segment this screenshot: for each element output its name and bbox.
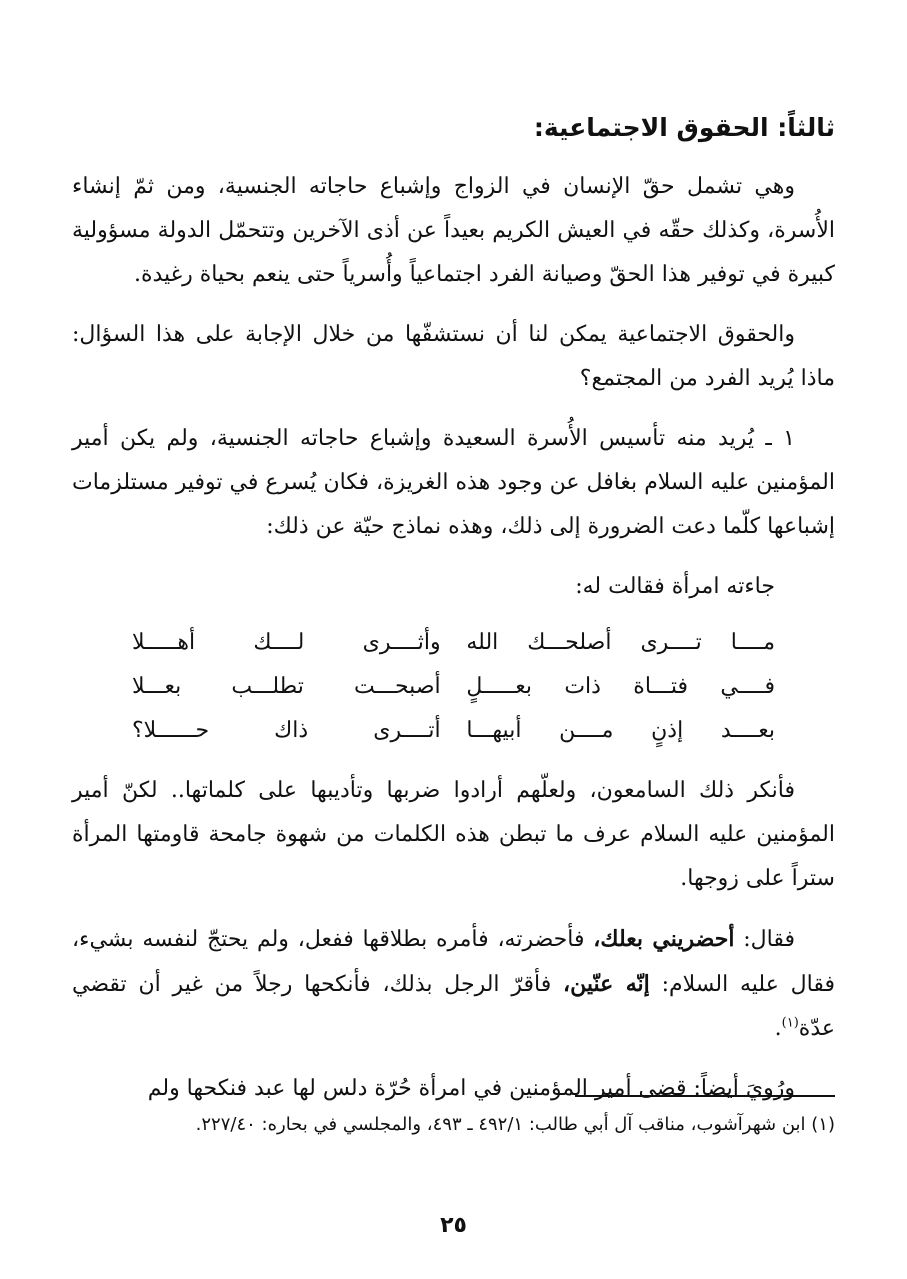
section-heading: ثالثاً: الحقوق الاجتماعية: (533, 113, 835, 142)
poem-hemistich-second: أصبحـــت تطلـــب بعـــلا (132, 674, 441, 699)
paragraph-5-end: . (774, 1016, 782, 1041)
poem-hemistich-second: وأثــــرى لــــك أهـــــلا (132, 630, 441, 655)
poem-verse (132, 709, 775, 753)
poem-verse (132, 665, 775, 709)
poem-hemistich-first: مــــا تــــرى أصلحـــك الله (466, 630, 775, 655)
paragraph-5-quote-1: أحضريني بعلك، (593, 926, 735, 952)
poem-verse (132, 621, 775, 665)
paragraph-5-text: فأقرّ الرجل بذلك، فأنكحها رجلاً من غير أن تقضي عدّة (72, 972, 835, 1041)
poem-hemistich-second: أتــــرى ذاك حــــــلا؟ (132, 718, 441, 743)
footnote-separator (575, 1095, 835, 1097)
paragraph-1: وهي تشمل حقّ الإنسان في الزواج وإشباع حاجاته الجنسية، ومن ثمّ إنشاء الأُسرة، وكذلك حقّه في العيش الكريم بعيداً عن أذى الآخرين وتتحمّل الدولة مسؤولية كبيرة في توفير هذا الحقّ وصيانة الفرد اجتماعياً وأُسرياً حتى ينعم بحياة رغيدة. (72, 174, 835, 287)
poem-hemistich-first: بعــــد إذنٍ مــــن أبيهـــا (466, 718, 775, 743)
paragraph-5-text: فأحضرته، فأمره بطلاقها ففعل، ولم يحتجّ لنفسه بشيء، فقال عليه السلام: (72, 927, 835, 997)
paragraph-5-text: فقال: (734, 927, 795, 952)
poem (72, 621, 835, 753)
paragraph-3: ١ ـ يُريد منه تأسيس الأُسرة السعيدة وإشباع حاجاته الجنسية، ولم يكن أمير المؤمنين عليه السلام بغافل عن وجود هذه الغريزة، فكان يُسرع في توفير مستلزمات إشباعها كلّما دعت الضرورة إلى ذلك، وهذه نماذج حيّة عن ذلك: (72, 426, 835, 539)
paragraph-5 (72, 917, 835, 1051)
poem-intro: جاءته امرأة فقالت له: (575, 574, 775, 599)
poem-hemistich-first: فــــي فتـــاة ذات بعـــــلٍ (466, 674, 775, 699)
paragraph-5-quote-2: إنّه عنّين، (563, 971, 650, 997)
footnote: (١) ابن شهرآشوب، مناقب آل أبي طالب: ٤٩٢/١ ـ ٤٩٣، والمجلسي في بحاره: ٢٢٧/٤٠. (195, 1114, 835, 1135)
footnote-marker[interactable]: (١) (781, 1015, 799, 1031)
paragraph-4: فأنكر ذلك السامعون، ولعلّهم أرادوا ضربها وتأديبها على كلماتها.. لكنّ أمير المؤمنين عليه السلام عرف ما تبطن هذه الكلمات من شهوة جامحة قاومتها المرأة ستراً على زوجها. (72, 778, 835, 891)
page-number: ٢٥ (440, 1213, 467, 1238)
paragraph-2: والحقوق الاجتماعية يمكن لنا أن نستشفّها من خلال الإجابة على هذا السؤال: ماذا يُريد الفرد من المجتمع؟ (72, 322, 835, 391)
paragraph-6: ورُويَ أيضاً: قضى أمير المؤمنين في امرأة حُرّة دلس لها عبد فنكحها ولم (147, 1076, 795, 1101)
